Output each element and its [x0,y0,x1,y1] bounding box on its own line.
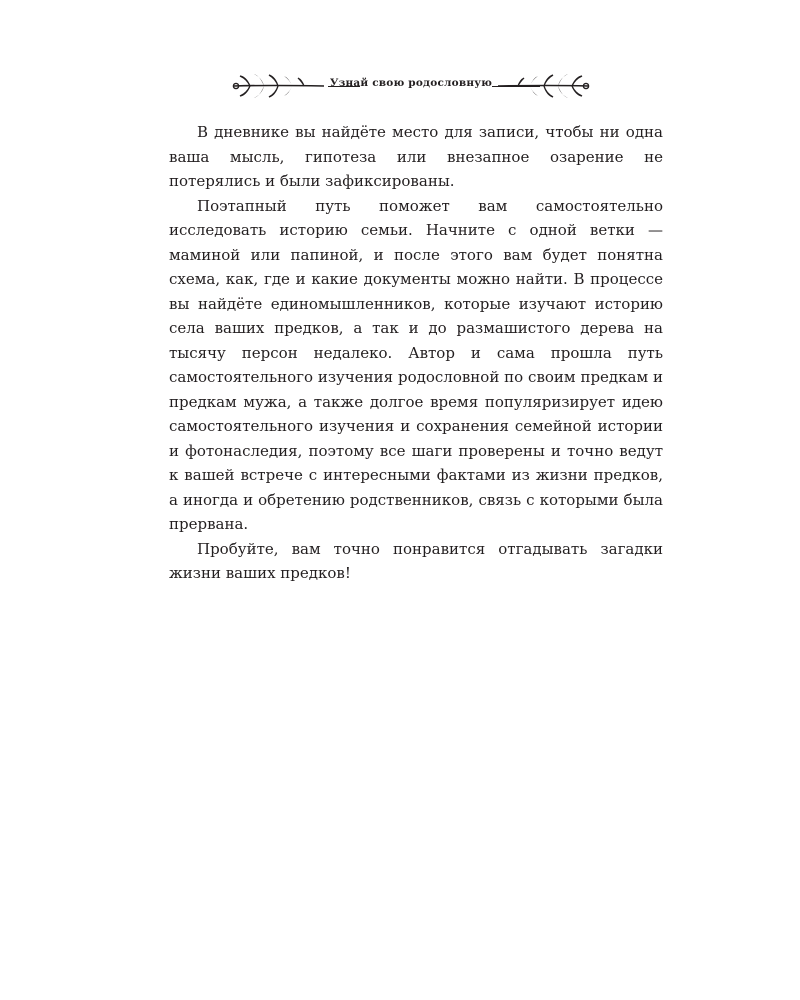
running-header [230,70,592,100]
paragraph-3: Пробуйте, вам точно понравится отгадывать загадки жизни ваших предков! [169,539,663,582]
leaf-branch-right-icon [496,70,592,100]
paragraph-1: В дневнике вы найдёте место для записи, чтобы ни одна ваша мысль, гипотеза или внезапное озарение не потерялись и были зафиксированы. [169,123,663,190]
paragraph-2: Поэтапный путь поможет вам самостоятельно исследовать историю семьи. Начните с одной ветки — маминой или папиной, и после этого вам будет понятна схема, как, где и какие документы можно найти. В процессе вы найдёте единомышленников, которые изучают историю села ваших предков, а так и до размашистого дерева на тысячу персон недалеко. Автор и сама прошла путь самостоятельного изучения родословной по своим предкам и предкам мужа, а также долгое время популяризирует идею самостоятельного изучения и сохранения семейной истории и фотонаследия, поэтому все шаги проверены и точно ведут к вашей встрече с интересными фактами из жизни предков, а иногда и обретению родственников, связь с которыми была прервана. [169,196,663,533]
body-text [169,120,663,586]
header-title: Узнай свою родословную [329,77,493,89]
